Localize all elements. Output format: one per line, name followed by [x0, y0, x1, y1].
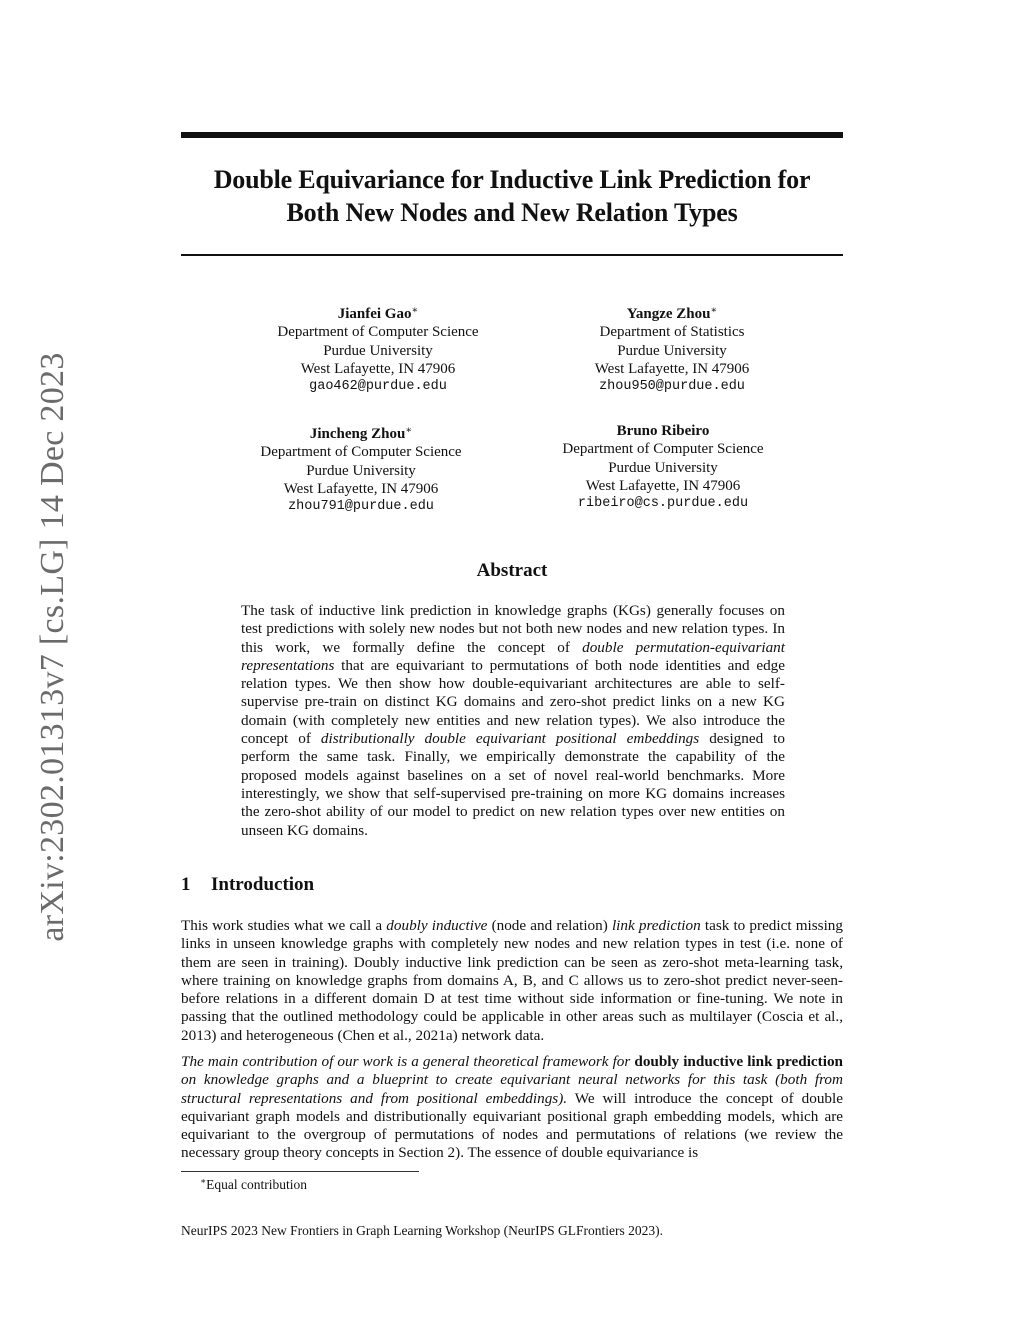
intro-paragraph-1: This work studies what we call a doubly inductive (node and relation) link prediction task to predict missing links in unseen knowledge graphs with completely new nodes and new relation types in test (i.e. none of them are seen in training). Doubly inductive link prediction can be seen as zero-shot meta-learning task, where training on knowledge graphs from domains A, B, and C allows us to zero-shot predict never-seen-before relations in a different domain D at test time without side information or fine-tuning. We note in passing that the outlined methodology could be applicable in other areas such as multilayer (Coscia et al., 2013) and heterogeneous (Chen et al., 2021a) network data. — [181, 917, 843, 1044]
title-top-rule — [181, 132, 843, 138]
title-line-2: Both New Nodes and New Relation Types — [286, 198, 738, 227]
equal-contribution-mark: ∗ — [405, 425, 413, 436]
author-name: Jianfei Gao∗ — [337, 305, 419, 322]
author-university: Purdue University — [323, 342, 433, 359]
author-email[interactable]: gao462@purdue.edu — [309, 379, 447, 395]
author-address: West Lafayette, IN 47906 — [585, 477, 741, 494]
section-heading-introduction — [181, 874, 314, 896]
author-email[interactable]: zhou791@purdue.edu — [288, 499, 434, 515]
author-department: Department of Computer Science — [277, 324, 479, 341]
author-block — [513, 422, 813, 513]
footnote-mark: ∗ — [200, 1176, 207, 1186]
author-name: Bruno Ribeiro — [616, 423, 710, 439]
equal-contribution-mark: ∗ — [710, 305, 718, 316]
paper-title — [181, 163, 843, 229]
title-bottom-rule — [181, 254, 843, 256]
author-block — [522, 302, 822, 396]
author-name: Jincheng Zhou∗ — [309, 425, 413, 442]
section-title: Introduction — [211, 874, 315, 895]
section-number: 1 — [181, 874, 191, 895]
abstract-body: The task of inductive link prediction in knowledge graphs (KGs) generally focuses on test predictions with solely new nodes but not both new nodes and new relation types. In this work, we formally define the concept of double permutation-equivariant representations that are equivariant to permutations of both node identities and edge relation types. We then show how double-equivariant architectures are able to self-supervise pre-train on distinct KG domains and zero-shot predict links on a new KG domain (with completely new entities and new relation types). We also introduce the concept of distributionally double equivariant positional embeddings designed to perform the same task. Finally, we empirically demonstrate the capability of the proposed models against baselines on a set of novel real-world benchmarks. More interestingly, we show that self-supervised pre-training on more KG domains increases the zero-shot ability of our model to predict on new relation types over new entities on unseen KG domains. — [241, 602, 785, 839]
title-line-1: Double Equivariance for Inductive Link Prediction for — [213, 165, 811, 194]
author-address: West Lafayette, IN 47906 — [300, 360, 456, 377]
author-university: Purdue University — [608, 459, 718, 476]
author-email[interactable]: ribeiro@cs.purdue.edu — [577, 496, 749, 512]
footnote — [200, 1176, 307, 1193]
author-department: Department of Computer Science — [260, 444, 462, 461]
author-block — [211, 422, 511, 516]
author-department: Department of Statistics — [599, 324, 745, 341]
intro-paragraph-2: The main contribution of our work is a general theoretical framework for doubly inductive link prediction on knowledge graphs and a blueprint to create equivariant neural networks for this task (both from structural representations and from positional embeddings). We will introduce the concept of double equivariant graph models and distributionally equivariant positional graph embedding models, which are equivariant to the overgroup of permutations of nodes and permutations of relations (we review the necessary group theory concepts in Section 2). The essence of double equivariance is — [181, 1053, 843, 1162]
equal-contribution-mark: ∗ — [411, 305, 419, 316]
author-university: Purdue University — [306, 462, 416, 479]
abstract-heading: Abstract — [476, 560, 548, 581]
author-university: Purdue University — [617, 342, 727, 359]
author-address: West Lafayette, IN 47906 — [283, 480, 439, 497]
author-name: Yangze Zhou∗ — [626, 305, 718, 322]
author-address: West Lafayette, IN 47906 — [594, 360, 750, 377]
footnote-rule — [181, 1171, 419, 1172]
author-block — [228, 302, 528, 396]
venue-note: NeurIPS 2023 New Frontiers in Graph Learning Workshop (NeurIPS GLFrontiers 2023). — [181, 1223, 663, 1238]
footnote-text: Equal contribution — [206, 1177, 307, 1192]
arxiv-identifier: arXiv:2302.01313v7 [cs.LG] 14 Dec 2023 — [34, 352, 71, 942]
author-email[interactable]: zhou950@purdue.edu — [599, 379, 745, 395]
author-department: Department of Computer Science — [562, 441, 764, 458]
